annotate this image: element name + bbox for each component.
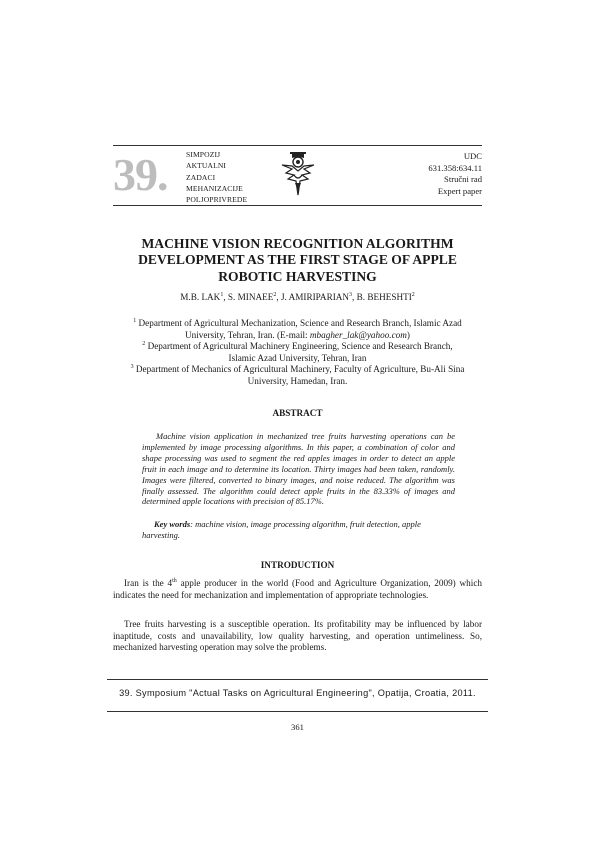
header-top-rule xyxy=(113,145,482,146)
abstract-heading: ABSTRACT xyxy=(272,408,323,418)
paper-title xyxy=(113,236,482,285)
title-line: MACHINE VISION RECOGNITION ALGORITHM xyxy=(141,236,454,251)
page-number: 361 xyxy=(291,722,304,732)
ordinal-sup: th xyxy=(172,577,177,584)
affiliation-line: Department of Agricultural Mechanization, Science and Research Branch, Islamic Azad xyxy=(138,318,462,328)
affiliation-line: Department of Mechanics of Agricultural Machinery, Faculty of Agriculture, Bu-Ali Sina xyxy=(135,364,465,374)
body-paragraph xyxy=(113,578,482,601)
symposium-line: AKTUALNI xyxy=(186,161,227,171)
paragraph-text: Iran is the 4 xyxy=(124,578,173,588)
author-name: J. AMIRIPARIAN xyxy=(280,292,350,302)
paper-header xyxy=(113,147,482,205)
author-sup: 1 xyxy=(220,291,224,298)
author-list: M.B. LAK$^1$, S. MINAEE$^2$, J. AMIRIPARIAN$^3$, B. BEHESHTI$^2$ xyxy=(180,291,415,302)
title-line: ROBOTIC HARVESTING xyxy=(218,268,377,284)
symposium-number: 39. xyxy=(113,149,168,200)
symposium-name xyxy=(186,149,247,205)
affiliation-line: University, Hamedan, Iran. xyxy=(247,375,348,386)
conference-footer: 39. Symposium "Actual Tasks on Agricultural Engineering", Opatija, Croatia, 2011. xyxy=(119,688,476,698)
footer-top-rule xyxy=(107,679,488,680)
affiliation-line: University, Tehran, Iran. (E-mail: xyxy=(185,329,310,340)
paragraph-text: apple producer in the world (Food and Agriculture Organization, 2009) which indicates the need for mechanization and implementation of appropriate technologies. xyxy=(113,578,482,600)
author-name: B. BEHESHTI xyxy=(356,292,412,302)
affiliation xyxy=(113,364,482,387)
affiliation-tail: ) xyxy=(406,329,410,340)
footer-bottom-rule xyxy=(107,711,488,712)
author-sup: 3 xyxy=(349,291,353,298)
abstract-text: Machine vision application in mechanized tree fruits harvesting operations can be implemented by image processing algorithms. In this paper, a combination of color and shape processing was used to segment the red apples images in order to detect an apple fruit in each image and to determine its location. Thirty images had been taken, randomly. Images were filtered, converted to binary images, and noise reduced. The algorithm was finally assessed. The algorithm could detect apple fruits in the 83.33% of images and determined apple locations with precision of 85.17%. xyxy=(142,431,455,507)
affiliation-line: Islamic Azad University, Tehran, Iran xyxy=(228,352,367,363)
affiliation-sup: 3 xyxy=(130,363,134,370)
affiliation xyxy=(113,318,482,341)
keywords xyxy=(142,519,455,541)
symposium-line: MEHANIZACIJE xyxy=(186,183,243,193)
symposium-line: SIMPOZIJ xyxy=(186,150,221,159)
affiliation xyxy=(113,341,482,364)
udc-classification xyxy=(428,151,482,197)
author-name: S. MINAEE xyxy=(227,292,274,302)
keywords-text: : machine vision, image processing algorithm, fruit detection, apple harvesting. xyxy=(142,519,421,540)
author-sup: 2 xyxy=(411,291,415,298)
symposium-line: POLJOPRIVREDE xyxy=(186,195,248,205)
affiliation-sup: 1 xyxy=(133,317,137,324)
title-line: DEVELOPMENT AS THE FIRST STAGE OF APPLE xyxy=(138,252,457,268)
introduction-heading: INTRODUCTION xyxy=(260,560,335,570)
author-email: mbagher_lak@yahoo.com xyxy=(309,329,407,340)
keywords-label: Key words xyxy=(154,519,191,529)
symposium-crest-logo-icon xyxy=(280,151,316,199)
udc-line: Stručni rad xyxy=(444,174,482,185)
body-paragraph: Tree fruits harvesting is a susceptible operation. Its profitability may be influenced by labor inaptitude, costs and unavailability, low quality harvesting, and operation untimeliness. So, mechanized harvesting operation may solve the problems. xyxy=(113,619,482,653)
symposium-line: ZADACI xyxy=(186,172,216,182)
udc-line: UDC xyxy=(463,151,482,161)
affiliation-sup: 2 xyxy=(142,340,146,347)
udc-line: 631.358:634.11 xyxy=(428,162,482,173)
author-sup: 2 xyxy=(273,291,277,298)
udc-line: Expert paper xyxy=(437,185,482,196)
header-bottom-rule xyxy=(113,205,482,206)
author-name: M.B. LAK xyxy=(180,292,221,302)
affiliation-line: Department of Agricultural Machinery Engineering, Science and Research Branch, xyxy=(147,341,453,351)
